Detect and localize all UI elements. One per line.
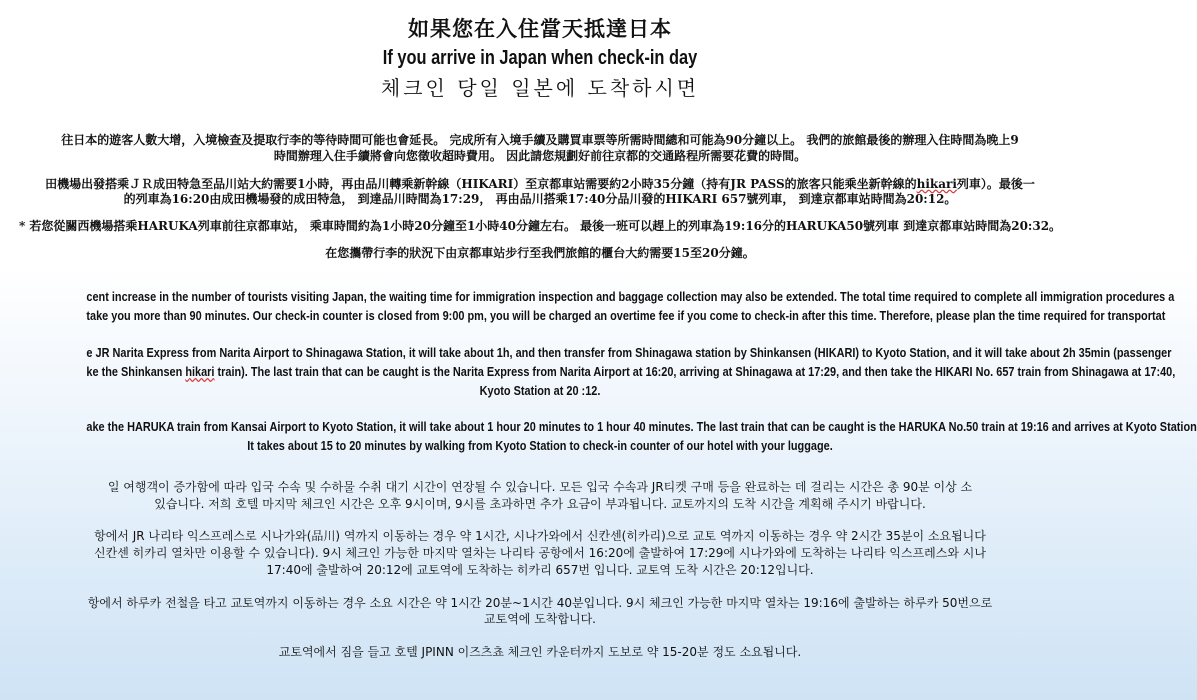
- zh-p2-text-b: 列車）。最後一: [956, 177, 1035, 191]
- en-paragraph-3-line-1: ake the HARUKA train from Kansai Airport to Kyoto Station, it will take about 1 hour 20 minutes to 1 hour 40 minutes. The last train that can be caught is the HARUKA No.50 train at 19:16 and arrives at Kyoto Station: [86, 419, 1197, 434]
- en-paragraph-2-line-3: Kyoto Station at 20 :12.: [479, 383, 601, 398]
- ko-paragraph-2-line-3: 17:40에 출발하여 20:12에 교토역에 도착하는 히카리 657번 입니다. 교토역 도착 시간은 20:12입니다.: [266, 563, 814, 577]
- en-paragraph-1-line-1: cent increase in the number of tourists visiting Japan, the waiting time for immigration inspection and baggage collection may also be extended. The total time required to complete all immigration procedures a: [86, 289, 1175, 304]
- title-chinese: 如果您在入住當天抵達日本: [408, 16, 672, 41]
- en-p2-text-a: ke the Shinkansen: [86, 364, 186, 379]
- ko-paragraph-2-line-1: 항에서 JR 나리타 익스프레스로 시나가와(品川) 역까지 이동하는 경우 약 1시간, 시나가와에서 신칸센(히카리)으로 교토 역까지 이동하는 경우 약 2시간 35분이 소요됩니다: [94, 529, 986, 543]
- zh-paragraph-4: 在您攜帶行李的狀況下由京都車站步行至我們旅館的櫃台大約需要15至20分鐘。: [325, 246, 755, 260]
- en-paragraph-2-line-2: [86, 364, 1176, 380]
- zh-paragraph-2-line-2: 的列車為16:20由成田機場發的成田特急， 到達品川時間為17:29， 再由品川搭乘17:40分品川發的HIKARI 657號列車， 到達京都車站時間為20:12。: [123, 192, 957, 206]
- ko-paragraph-3-line-2: 교토역에 도착합니다.: [484, 612, 596, 626]
- zh-p2-hikari-underlined: hikari: [916, 177, 957, 191]
- en-p2-text-b: train). The last train that can be caught is the Narita Express from Narita Airport at 16:20, arriving at Shinagawa at 17:29, and then take the HIKARI No. 657 train from Shinagawa at 17:40,: [214, 364, 1176, 379]
- ko-paragraph-3-line-1: 항에서 하루카 전철을 타고 교토역까지 이동하는 경우 소요 시간은 약 1시간 20분~1시간 40분입니다. 9시 체크인 가능한 마지막 열차는 19:16에 출발하는 하루카 50번으로: [87, 596, 993, 610]
- zh-paragraph-2-line-1: [0, 177, 1080, 192]
- zh-paragraph-1-line-1: 往日本的遊客人數大增，入境檢查及提取行李的等待時間可能也會延長。 完成所有入境手續及購買車票等所需時間總和可能為90分鐘以上。 我們的旅館最後的辦理入住時間為晚上9: [61, 133, 1019, 147]
- zh-paragraph-1-line-2: 時間辦理入住手續將會向您徵收超時費用。 因此請您規劃好前往京都的交通路程所需要花費的時間。: [273, 149, 807, 163]
- en-paragraph-1-line-2: take you more than 90 minutes. Our check-in counter is closed from 9:00 pm, you will be charged an overtime fee if you come to check-in after this time. Therefore, please plan the time required for transportat: [86, 308, 1166, 323]
- zh-paragraph-3: * 若您從關西機場搭乘HARUKA列車前往京都車站， 乘車時間約為1小時20分鐘至1小時40分鐘左右。 最後一班可以趕上的列車為19:16分的HARUKA50號列車 到達京都車站時間為20:32。: [18, 219, 1062, 233]
- ko-paragraph-4: 교토역에서 짐을 들고 호텔 JPINN 이즈츠쵸 체크인 카운터까지 도보로 약 15-20분 정도 소요됩니다.: [278, 645, 802, 659]
- ko-paragraph-2-line-2: 신칸센 히카리 열차만 이용할 수 있습니다). 9시 체크인 가능한 마지막 열차는 나리타 공항에서 16:20에 출발하여 17:29에 시나가와에 도착하는 나리타 익스프레스와 시나: [94, 546, 986, 560]
- title-korean: 체크인 당일 일본에 도착하시면: [380, 76, 700, 100]
- en-p2-hikari-underlined: hikari: [185, 364, 215, 379]
- ko-paragraph-1-line-1: 일 여행객이 증가함에 따라 입국 수속 및 수하물 수취 대기 시간이 연장될 수 있습니다. 모든 입국 수속과 JR티켓 구매 등을 완료하는 데 걸리는 시간은 총 90분 이상 소: [107, 480, 973, 494]
- zh-p2-text-a: 田機場出發搭乘ＪＲ成田特急至品川站大約需要1小時，再由品川轉乘新幹線（HIKARI）至京都車站需要約2小時35分鐘（持有JR PASS的旅客只能乘坐新幹線的: [45, 177, 917, 191]
- en-paragraph-2-line-1: e JR Narita Express from Narita Airport to Shinagawa Station, it will take about 1h, and then transfer from Shinagawa station by Shinkansen (HIKARI) to Kyoto Station, and it will take about 2h 35min (passenger: [86, 345, 1172, 360]
- en-paragraph-3-line-2: It takes about 15 to 20 minutes by walking from Kyoto Station to check-in counter of our hotel with your luggage.: [247, 438, 833, 453]
- title-english: If you arrive in Japan when check-in day: [382, 47, 698, 69]
- ko-paragraph-1-line-2: 있습니다. 저희 호텔 마지막 체크인 시간은 오후 9시이며, 9시를 초과하면 추가 요금이 부과됩니다. 교토까지의 도착 시간을 계획해 주시기 바랍니다.: [154, 497, 926, 511]
